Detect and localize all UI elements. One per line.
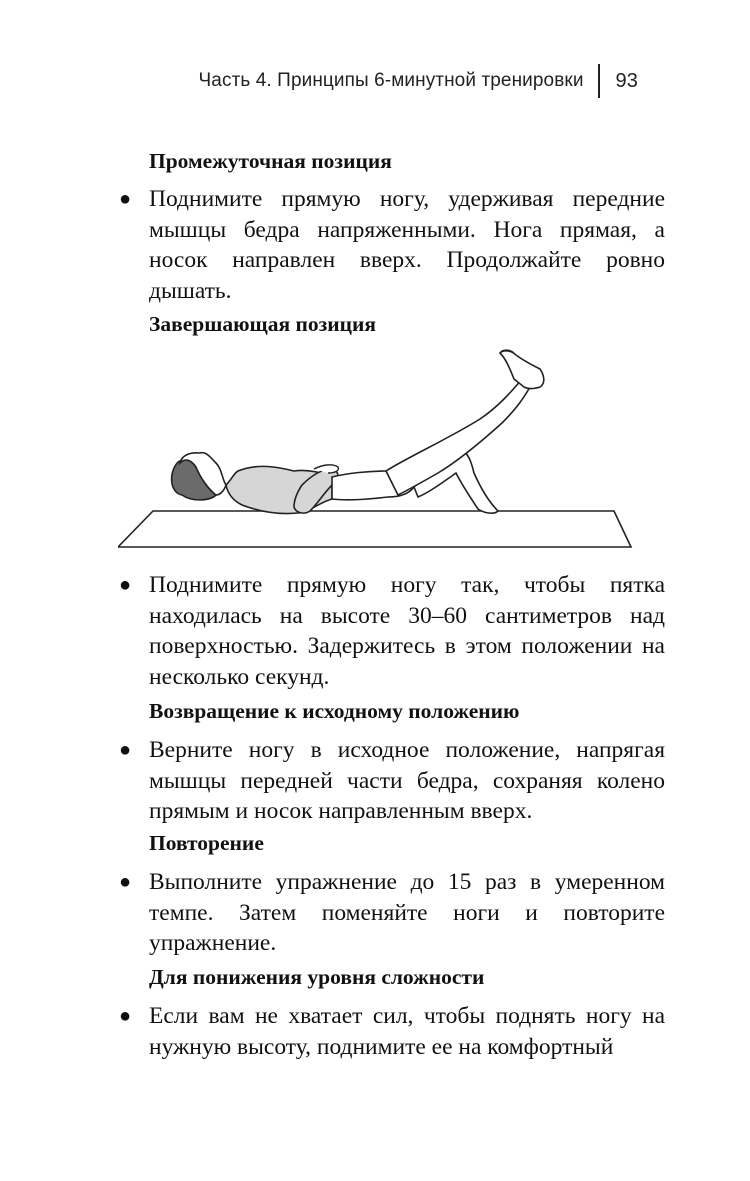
bullet-paragraph [117,570,665,692]
section-heading-easier: Для понижения уровня сложности [149,965,485,989]
bullet-paragraph [117,184,665,306]
bullet-dot: ● [119,871,132,893]
bullet-paragraph [117,1001,665,1062]
section-heading-final: Завершающая позиция [149,312,377,336]
running-header [199,64,638,98]
bullet-text: Поднимите прямую ногу так, чтобы пятка находилась на высоте 30–60 сантиметров над поверхностью. Задержитесь в этом положении на несколько секунд. [149,572,665,690]
bullet-dot: ● [119,574,132,596]
bullet-dot: ● [119,1005,132,1027]
exercise-mat [118,511,631,547]
bullet-text: Если вам не хватает сил, чтобы поднять ногу на нужную высоту, поднимите ее на комфортный [149,1003,665,1060]
section-heading-intermediate: Промежуточная позиция [149,149,392,173]
bullet-text: Поднимите прямую ногу, удерживая передние мышцы бедра напряженными. Нога прямая, а носок направлен вверх. Продолжайте ровно дышать. [149,186,665,304]
bullet-paragraph [117,867,665,959]
page-number: 93 [615,69,638,92]
person-raised-foot [500,351,544,389]
exercise-illustration [118,345,633,560]
section-heading-repeat: Повторение [149,831,264,855]
header-divider [598,64,600,98]
bullet-text: Выполните упражнение до 15 раз в умеренном темпе. Затем поменяйте ноги и повторите упражнение. [149,869,665,956]
section-heading-return: Возвращение к исходному положению [149,699,520,723]
bullet-text: Верните ногу в исходное положение, напрягая мышцы передней части бедра, сохраняя колено прямым и носок направленным вверх. [149,737,665,824]
bullet-dot: ● [119,739,132,761]
bullet-dot: ● [119,188,132,210]
bullet-paragraph [117,735,665,827]
running-title: Часть 4. Принципы 6-минутной тренировки [198,70,584,91]
